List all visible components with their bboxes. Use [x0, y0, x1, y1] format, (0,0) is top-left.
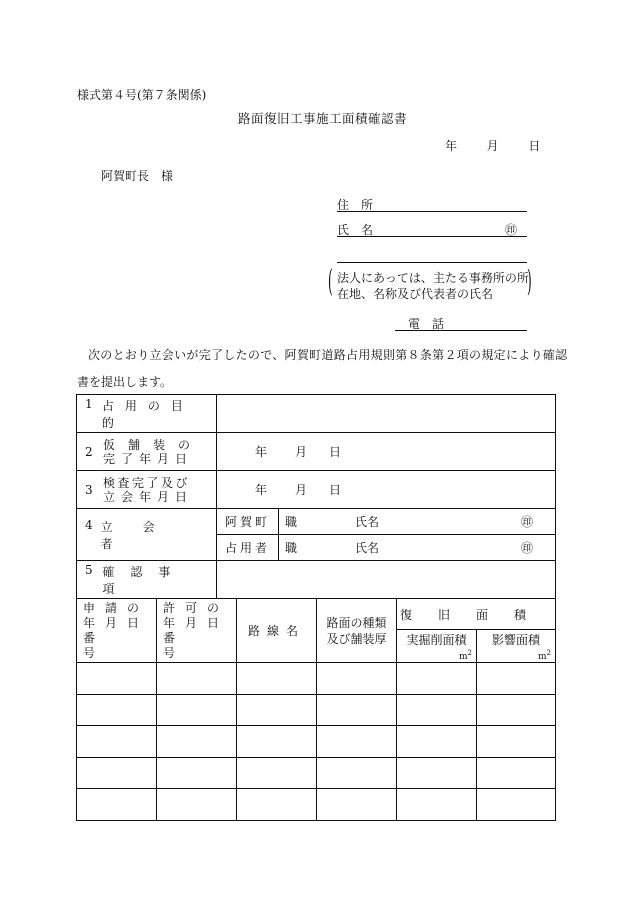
witness-town-value[interactable]: [279, 509, 556, 535]
purpose-value[interactable]: [217, 395, 556, 433]
year-label: 年: [255, 483, 268, 497]
purpose-label-cell: [77, 395, 217, 433]
purpose-label: 占用の目的: [101, 398, 194, 430]
witness-occupant-value[interactable]: [279, 535, 556, 561]
temp-paving-label1: 仮舗装の: [103, 437, 204, 452]
header-application: 申請の 年月日 番号: [77, 599, 157, 663]
confirmation-value[interactable]: [217, 561, 556, 599]
month-label: 月: [295, 483, 308, 497]
day-label: 日: [329, 445, 342, 459]
inspection-label1: 検査完了及び: [103, 475, 191, 490]
document-title: 路面復旧工事施工面積確認書: [238, 111, 408, 126]
phone-label: 電 話: [408, 317, 445, 331]
date-year: 年: [445, 139, 458, 153]
date-month: 月: [486, 139, 499, 153]
header-route-name: 路線名: [237, 599, 317, 663]
witness-town-label: 阿賀町: [217, 509, 279, 535]
form-number: 様式第４号(第７条関係): [77, 88, 207, 102]
grid-header-row1: [77, 599, 556, 630]
body-text-line1: 次のとおり立会いが完了したので、阿賀町道路占用規則第８条第２項の規定により確認: [88, 348, 568, 362]
table-row: [77, 758, 556, 789]
seal-mark: ㊞: [520, 540, 533, 555]
table-row: [77, 726, 556, 758]
row-purpose: [77, 395, 556, 433]
address-label: 住 所: [337, 198, 374, 212]
name-line: [337, 221, 527, 237]
name-label: 氏名: [355, 514, 380, 529]
seal-mark: ㊞: [520, 514, 533, 529]
row-temp-paving: [77, 433, 556, 471]
name-label: 氏名: [355, 540, 380, 555]
inspection-label-cell: [77, 471, 217, 509]
witness-occupant-label: 占用者: [217, 535, 279, 561]
row-confirmation: [77, 561, 556, 599]
job-label: 職: [285, 514, 298, 529]
right-paren: ): [527, 264, 532, 299]
corporate-note: [328, 264, 532, 301]
header-affected-area: 影響面積 $m^2$: [477, 630, 556, 663]
row-number: 2: [85, 444, 93, 459]
witness-label: 立会者: [100, 519, 185, 551]
phone-line: [395, 315, 527, 331]
table-row: [77, 663, 556, 695]
addressee: 阿賀町長 様: [101, 169, 174, 183]
inspection-label2: 立会年月日: [103, 489, 194, 504]
info-table: [76, 394, 556, 599]
row-witness-town: [77, 509, 556, 535]
address-line: [337, 196, 527, 212]
body-text-line2: 書を提出します。: [77, 375, 173, 389]
inspection-date[interactable]: [217, 471, 556, 509]
row-inspection: [77, 471, 556, 509]
row-number: 3: [85, 482, 93, 497]
year-label: 年: [255, 445, 268, 459]
header-permit: 許可の 年月日 番号: [157, 599, 237, 663]
table-row: [77, 695, 556, 726]
temp-paving-label2: 完了年月日: [103, 451, 194, 466]
note-line2: 在地、名称及び代表者の氏名: [337, 287, 494, 301]
row-number: 4: [85, 517, 93, 532]
day-label: 日: [329, 483, 342, 497]
date-line: [445, 137, 540, 154]
header-surface-type: 路面の種類 及び舗装厚: [317, 599, 397, 663]
header-excavation-area: 実掘削面積 $m^2$: [397, 630, 477, 663]
date-day: 日: [528, 139, 541, 153]
extra-line: [337, 248, 527, 263]
temp-paving-label-cell: [77, 433, 217, 471]
seal-mark: ㊞: [504, 223, 517, 237]
header-restoration-area: 復旧面積: [397, 599, 556, 630]
temp-paving-date[interactable]: [217, 433, 556, 471]
witness-label-cell: [77, 509, 217, 561]
job-label: 職: [285, 540, 298, 555]
confirmation-label-cell: [77, 561, 217, 599]
table-row: [77, 789, 556, 821]
note-line1: 法人にあっては、主たる事務所の所: [337, 271, 529, 285]
month-label: 月: [295, 445, 308, 459]
row-number: 1: [85, 396, 93, 411]
row-number: 5: [85, 562, 93, 577]
name-label: 氏 名: [337, 223, 374, 237]
left-paren: (: [328, 264, 333, 299]
confirmation-label: 確認事項: [102, 564, 187, 596]
area-table: [76, 598, 556, 821]
